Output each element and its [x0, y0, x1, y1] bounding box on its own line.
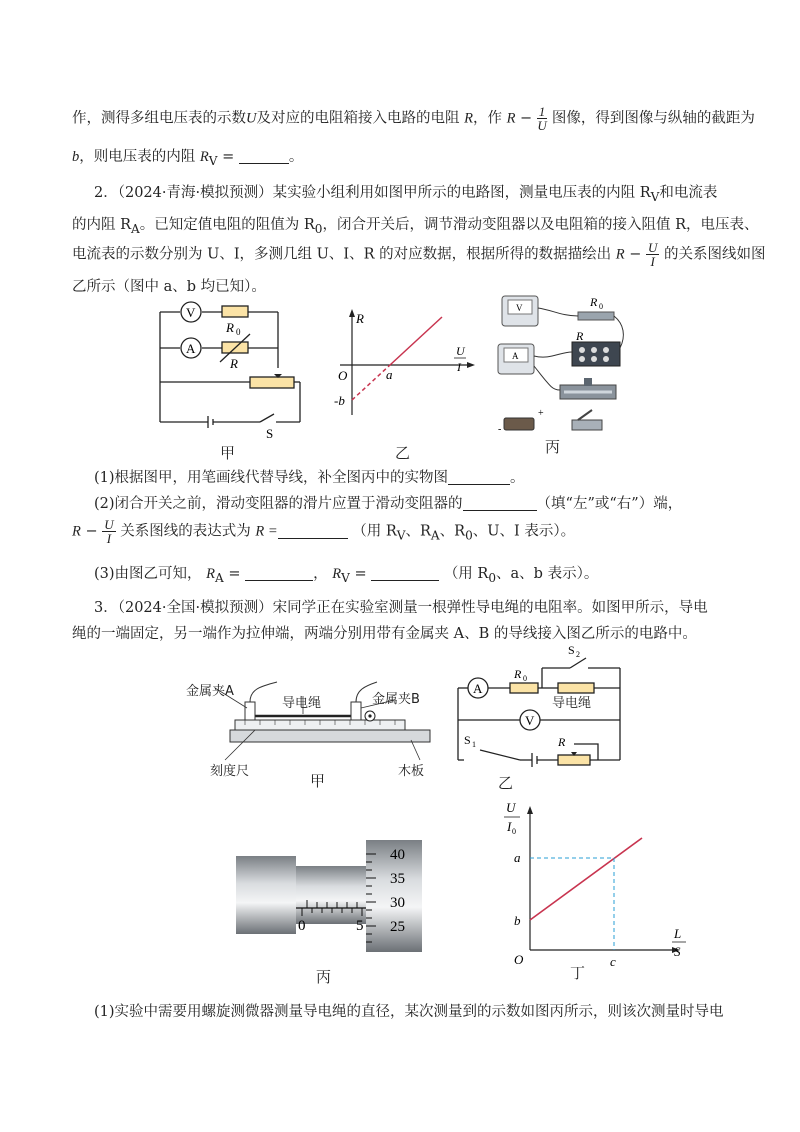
q2-figure-yi-graph: [330, 305, 480, 425]
q2-figure-bing-apparatus: [490, 290, 630, 440]
switch-device: [572, 420, 602, 430]
q2-sub-1: (1)根据图甲，用笔画线代替导线，补全图丙中的实物图 。: [94, 470, 525, 486]
fraction-U-over-I: $\frac{U}{I}$: [647, 240, 658, 269]
ding-data-line: [530, 838, 642, 920]
q3-s1-label: S: [464, 733, 471, 747]
voltmeter-device-label: V: [516, 303, 523, 313]
q3-s1-sub: 1: [472, 740, 476, 749]
axis-u-label: U: [456, 344, 465, 358]
fixed-resistor-device: [578, 312, 614, 320]
q2-sub-2: (2)闭合开关之前，滑动变阻器的滑片应置于滑动变阻器的 （填“左”或“右”）端，: [94, 496, 683, 512]
clip-b-shape: [351, 702, 361, 720]
label-rope: 导电绳: [282, 696, 322, 711]
q3-figure-bing-micrometer: [236, 840, 426, 952]
q2-line-3: 电流表的示数分别为 U、I，多测几组 U、I、R 的对应数据，根据所得的数据描绘出 R − $\frac{U}{I}$ 的关系图线如图: [72, 240, 766, 269]
q2-sub-2b: R − $\frac{U}{I}$ 关系图线的表达式为 R = （用 $R_V$、$R_A$、$R_0$、U、I 表示）。: [72, 517, 576, 546]
axis-r-label: R: [356, 311, 364, 326]
switch-label: S: [266, 426, 274, 441]
caption-q3-jia: 甲: [310, 772, 326, 790]
fraction-1-over-U: $\frac{1}{U}$: [537, 104, 547, 133]
q3-voltmeter-label: V: [525, 713, 535, 728]
axis-i-label: I: [457, 360, 461, 374]
extrapolated-line: [352, 365, 390, 400]
q3-r0-sub: 0: [523, 674, 527, 683]
q2-sub-3: (3)由图乙可知， $R_A$ = ， $R_V$ = （用 $R_0$、a、b 表示）。: [94, 566, 599, 585]
resistance-box-device: [572, 342, 620, 366]
ding-origin-label: O: [514, 952, 524, 967]
clip-a-shape: [245, 702, 255, 720]
q2-line-1: 2．（2024·青海·模拟预测）某实验小组利用如图甲所示的电路图，测量电压表的内阻 $R_V$和电流表: [94, 185, 718, 204]
caption-q3-yi: 乙: [498, 774, 514, 792]
answer-blank-q2-2a[interactable]: [463, 496, 537, 511]
device-r0-label: R: [590, 295, 598, 309]
q3-r0-label: R: [514, 667, 522, 681]
label-clip-b: 金属夹B: [372, 692, 420, 707]
intro-line-1: 作，测得多组电压表的示数U及对应的电阻箱接入电路的电阻 R，作 R − $\frac{1}{U}$ 图像，得到图像与纵轴的截距为: [72, 104, 755, 133]
ding-y-den-sub: 0: [512, 827, 516, 836]
ding-y-num: U: [506, 800, 516, 815]
r-label: R: [230, 356, 238, 371]
q3-rope-label: 导电绳: [552, 696, 592, 711]
sleeve-shape: [296, 866, 366, 924]
anvil-shape: [236, 856, 296, 934]
q3-r-label: R: [558, 735, 566, 749]
label-clip-a: 金属夹A: [186, 684, 234, 699]
ammeter-label: A: [186, 341, 196, 356]
q3-line-2: 绳的一端固定，另一端作为拉伸端，两端分别用带有金属夹 A、B 的导线接入图乙所示的电路中。: [72, 626, 697, 642]
answer-blank-ra[interactable]: [245, 566, 313, 581]
q3-sub-1: (1)实验中需要用螺旋测微器测量导电绳的直径，某次测量到的示数如图丙所示，则该次测量时导电: [94, 1004, 724, 1020]
answer-blank-q2-1[interactable]: [448, 470, 510, 485]
main-scale-5: 5: [356, 918, 364, 934]
battery-device: [504, 418, 534, 430]
ding-y-den: I: [507, 819, 512, 834]
device-r0-sub: 0: [599, 302, 603, 311]
intercept-a-label: a: [386, 367, 393, 382]
ding-x-num: L: [674, 926, 682, 941]
main-scale-0: 0: [298, 918, 306, 934]
board-shape: [230, 730, 430, 742]
thimble-40: 40: [390, 847, 405, 863]
intro-line-2: b，则电压表的内阻 $R_V$ = 。: [72, 149, 304, 168]
fraction-U-over-I-2: $\frac{U}{I}$: [104, 517, 114, 546]
q2-line-2: 的内阻 $R_A$。已知定值电阻的阻值为 $R_0$，闭合开关后，调节滑动变阻器以及电阻箱的接入阻值 R，电压表、: [72, 217, 759, 236]
voltmeter-label: V: [186, 305, 196, 320]
q2-line-4: 乙所示（图中 a、b 均已知）。: [72, 279, 266, 295]
ding-c-label: c: [610, 954, 616, 969]
battery-plus: +: [538, 408, 544, 419]
origin-label: O: [338, 368, 348, 383]
thimble-35: 35: [390, 871, 405, 887]
ammeter-device-label: A: [512, 351, 519, 361]
q3-s2-sub: 2: [576, 650, 580, 659]
label-ruler: 刻度尺: [210, 764, 250, 779]
caption-q3-bing: 丙: [316, 968, 332, 986]
y-axis-arrow-icon: [349, 309, 355, 317]
data-line: [390, 317, 442, 365]
q3-s2-label: S: [568, 643, 575, 657]
caption-jia: 甲: [220, 444, 236, 462]
q2-figure-jia-circuit: [150, 300, 310, 440]
r0-label: R: [226, 320, 234, 335]
q3-figure-ding-graph: [500, 800, 700, 980]
q3-line-1: 3．（2024·全国·模拟预测）宋同学正在实验室测量一根弹性导电绳的电阻率。如图甲所示，导电: [94, 600, 708, 616]
intercept-b-label: -b: [334, 393, 345, 408]
answer-blank-rv[interactable]: [239, 149, 289, 164]
thimble-30: 30: [390, 895, 405, 911]
caption-yi: 乙: [395, 444, 411, 462]
x-axis-arrow-icon: [467, 362, 475, 368]
caption-q3-ding: 丁: [570, 964, 586, 982]
ding-x-den: S: [674, 944, 681, 959]
ding-y-arrow-icon: [527, 806, 533, 814]
caption-bing: 丙: [545, 438, 561, 456]
label-board: 木板: [398, 764, 425, 779]
answer-blank-rv2[interactable]: [371, 566, 439, 581]
battery-minus: -: [498, 424, 502, 435]
answer-blank-q2-2b[interactable]: [278, 524, 348, 539]
ding-a-label: a: [514, 850, 521, 865]
thimble-25: 25: [390, 919, 405, 935]
r0-sub: 0: [236, 327, 241, 337]
q3-figure-yi-circuit: [450, 640, 630, 770]
ding-b-label: b: [514, 913, 521, 928]
q3-ammeter-label: A: [473, 681, 483, 696]
device-r-label: R: [576, 329, 584, 343]
